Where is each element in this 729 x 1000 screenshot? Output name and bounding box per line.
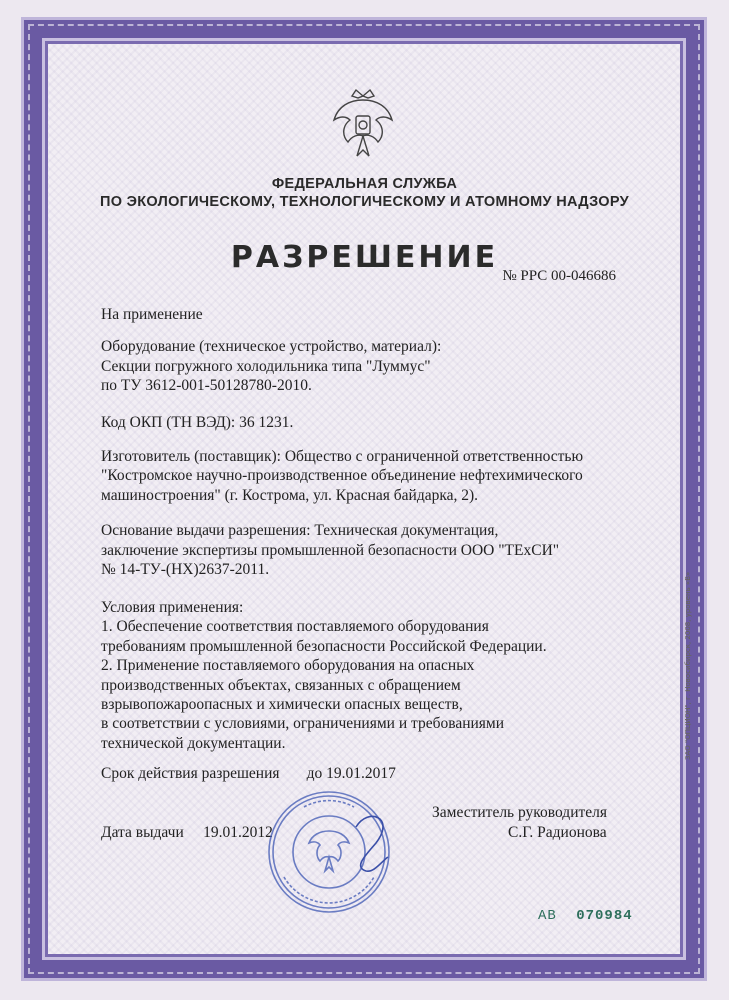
serial-number: 070984 — [576, 908, 633, 924]
body-line: Условия применения: — [101, 599, 244, 616]
body-line: производственных объектах, связанных с обращением — [101, 677, 461, 694]
validity-period: Срок действия разрешения до 19.01.2017 — [101, 765, 396, 782]
signer-name: С.Г. Радионова — [508, 824, 607, 841]
body-line: 1. Обеспечение соответствия поставляемого оборудования — [101, 618, 489, 635]
body-line: в соответствии с условиями, ограничениями и требованиями — [101, 715, 505, 732]
body-line: заключение экспертизы промышленной безопасности ООО "ТЕхСИ" — [101, 542, 560, 559]
body-line: по ТУ 3612-001-50128780-2010. — [101, 377, 312, 394]
body-line: На применение — [101, 306, 203, 323]
body-line: технической документации. — [101, 735, 286, 752]
body-line: Код ОКП (ТН ВЭД): 36 1231. — [101, 414, 294, 431]
document-title: РАЗРЕШЕНИЕ — [230, 240, 499, 275]
body-line: Оборудование (техническое устройство, материал): — [101, 338, 442, 355]
printer-note: ЗАО "ОПЦИОН", г. Новосибирск, 2008, уровень «В» — [684, 571, 692, 760]
permit-number: № РРС 00-046686 — [502, 268, 616, 284]
body-line: № 14-ТУ-(НХ)2637-2011. — [101, 561, 270, 578]
serial-prefix: АВ — [538, 908, 557, 924]
issue-date: Дата выдачи 19.01.2012 — [101, 824, 273, 841]
body-line: требованиям промышленной безопасности Российской Федерации. — [101, 638, 547, 655]
signer-title: Заместитель руководителя — [432, 804, 608, 821]
agency-name-line2: ПО ЭКОЛОГИЧЕСКОМУ, ТЕХНОЛОГИЧЕСКОМУ И АТОМНОМУ НАДЗОРУ — [100, 194, 629, 210]
body-line: 2. Применение поставляемого оборудования на опасных — [101, 657, 475, 674]
agency-name-line1: ФЕДЕРАЛЬНАЯ СЛУЖБА — [271, 176, 458, 192]
body-line: "Костромское научно-производственное объединение нефтехимического — [101, 467, 583, 484]
body-line: Секции погружного холодильника типа "Луммус" — [101, 358, 431, 375]
body-line: Изготовитель (поставщик): Общество с ограниченной ответственностью — [101, 448, 584, 465]
body-line: машиностроения" (г. Кострома, ул. Красная байдарка, 2). — [101, 487, 479, 504]
body-line: Основание выдачи разрешения: Техническая документация, — [101, 522, 499, 539]
body-line: взрывопожароопасных и химически опасных веществ, — [101, 696, 463, 713]
coat-of-arms-icon — [330, 86, 396, 162]
official-seal-icon — [264, 787, 394, 917]
blank-serial-number — [538, 908, 633, 924]
